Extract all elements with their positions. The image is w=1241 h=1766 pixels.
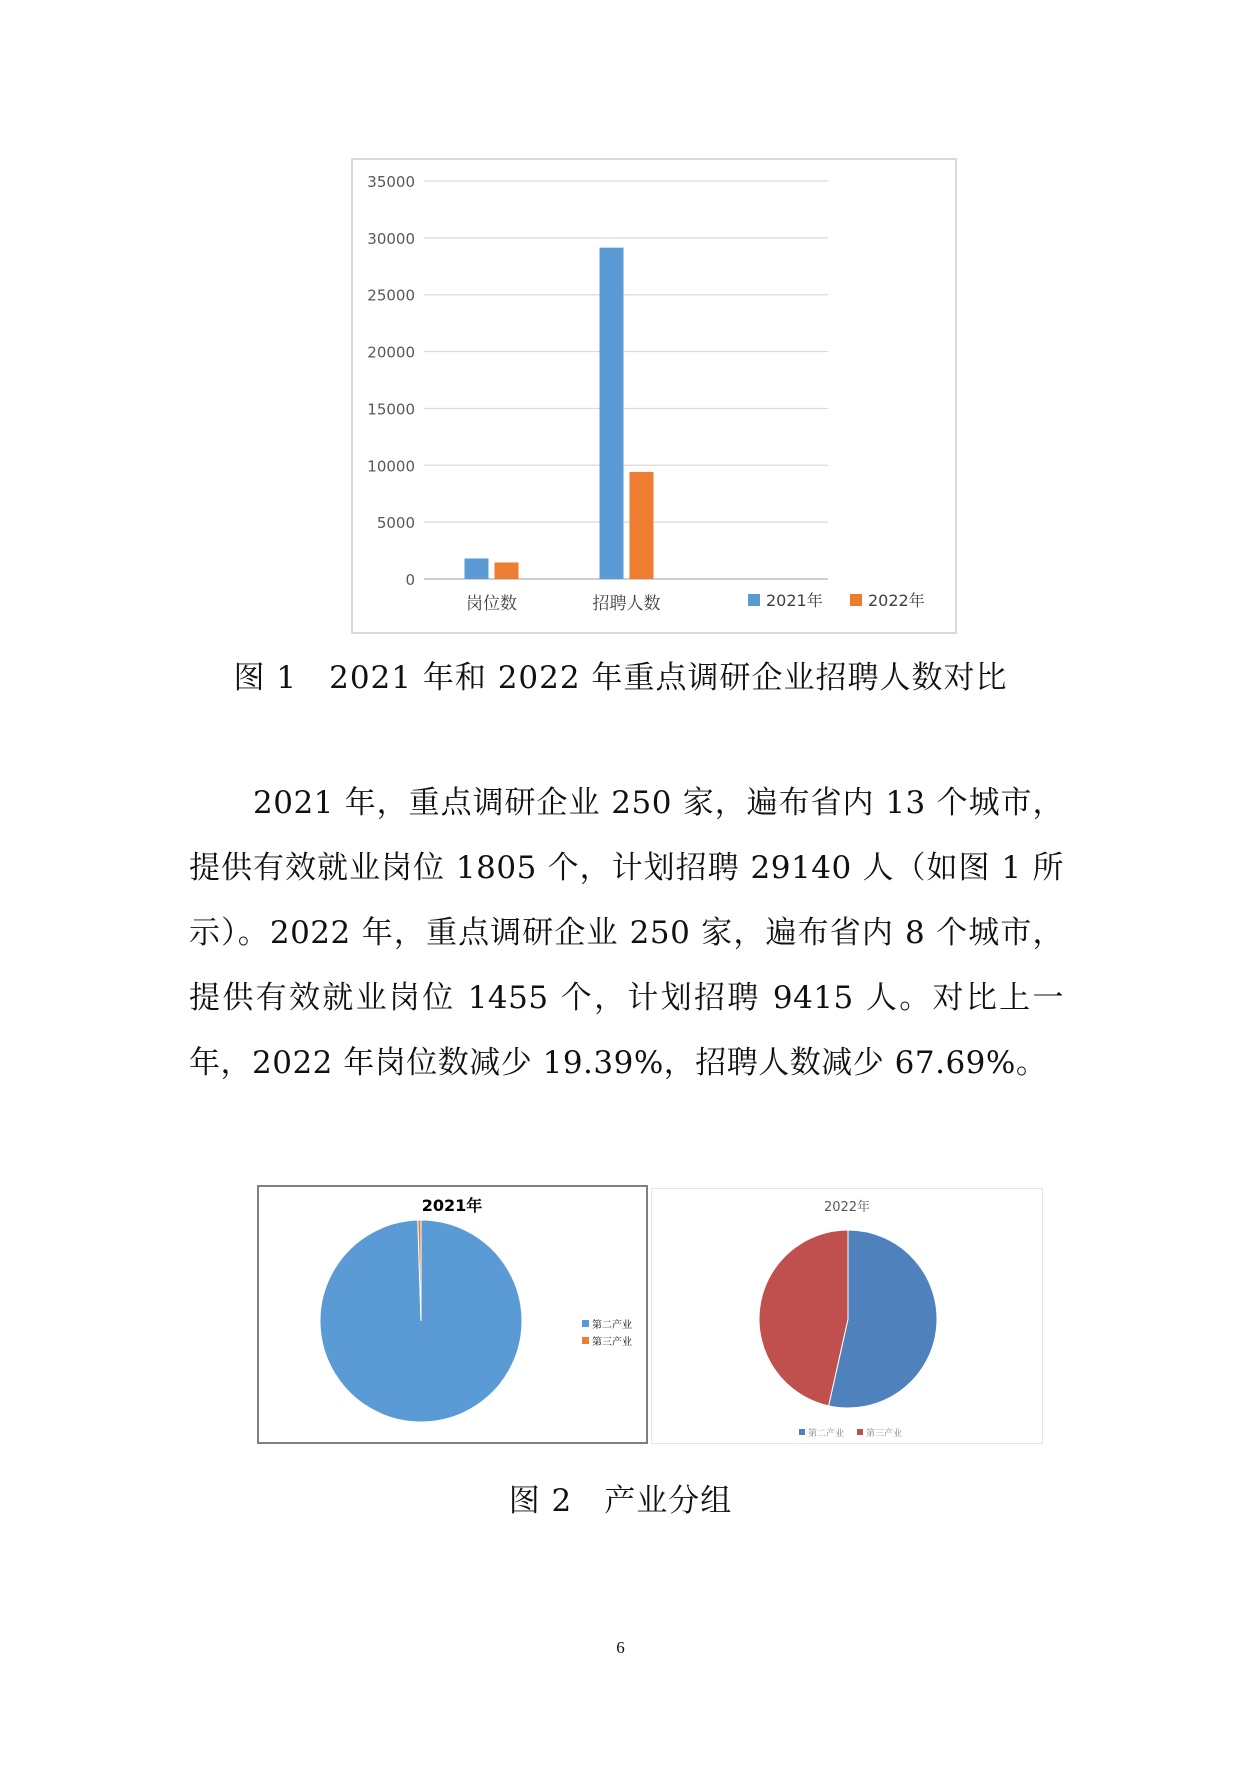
legend-label-1: 2022年: [868, 591, 925, 610]
pie-2022-title: 2022年: [823, 1200, 871, 1215]
figure2-caption: 图 2 产业分组: [508, 1483, 733, 1519]
legend-label-0: 第二产业: [808, 1429, 845, 1439]
y-tick-label: 25000: [367, 286, 415, 305]
legend-label-0: 第二产业: [592, 1320, 632, 1331]
bar-chart: [353, 160, 955, 632]
legend-label-1: 第三产业: [592, 1337, 632, 1348]
legend-swatch-1: [850, 594, 862, 606]
bar-2022-1: [630, 472, 654, 579]
y-tick-label: 20000: [367, 343, 415, 362]
pie-chart-2021-frame: [257, 1185, 648, 1444]
y-tick-label: 5000: [376, 514, 415, 533]
pie-chart-2022: [652, 1189, 1042, 1443]
figure1-caption: 图 1 2021 年和 2022 年重点调研企业招聘人数对比: [233, 660, 1008, 696]
y-tick-label: 30000: [367, 229, 415, 248]
y-tick-label: 0: [405, 571, 415, 589]
y-tick-label: 35000: [367, 173, 415, 191]
legend-swatch-0: [582, 1320, 589, 1327]
legend-label-0: 2021年: [766, 591, 823, 610]
legend-swatch-1: [582, 1337, 589, 1344]
pie-2021-title: 2021年: [421, 1196, 483, 1215]
legend-swatch-1: [857, 1429, 863, 1435]
bar-2022-0: [495, 562, 519, 579]
legend-swatch-0: [748, 594, 760, 606]
x-tick-label: 岗位数: [466, 594, 517, 614]
y-tick-label: 15000: [367, 400, 415, 419]
page-number: 6: [616, 1638, 625, 1657]
bar-2021-0: [465, 558, 489, 579]
pie-slice-1: [759, 1230, 848, 1406]
legend-swatch-0: [799, 1429, 805, 1435]
pie-chart-2022-frame: [651, 1188, 1043, 1444]
bar-chart-frame: [351, 158, 957, 634]
y-tick-label: 10000: [367, 457, 415, 476]
bar-2021-1: [600, 248, 624, 579]
body-paragraph: 2021 年，重点调研企业 250 家，遍布省内 13 个城市，提供有效就业岗位 1805 个，计划招聘 29140 人（如图 1 所示）。2022 年，重点调研企业 250 家，遍布省内 8 个城市，提供有效就业岗位 1455 个，计划招聘 9415 人。对比上一年，2022 年岗位数减少 19.39%，招聘人数减少 67.69%。: [189, 785, 1064, 1081]
x-tick-label: 招聘人数: [592, 594, 661, 614]
pie-chart-2021: [259, 1187, 646, 1442]
legend-label-1: 第三产业: [866, 1429, 903, 1439]
